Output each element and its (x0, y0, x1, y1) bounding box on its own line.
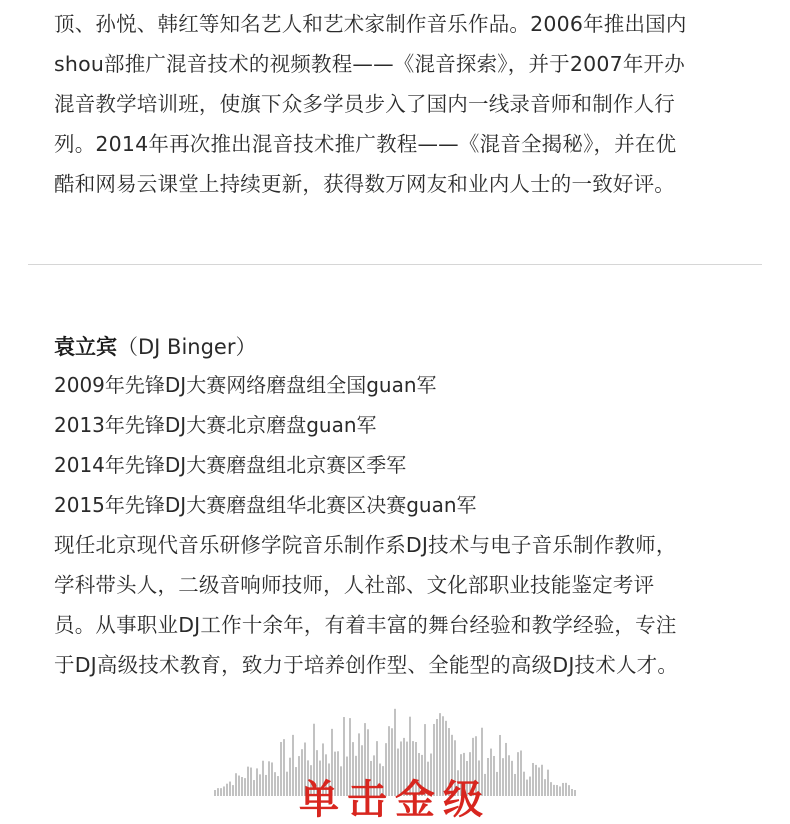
instructor-alias: （DJ Binger） (117, 335, 257, 359)
intro-line: 顶、孙悦、韩红等知名艺人和艺术家制作音乐作品。2006年推出国内 (54, 12, 687, 36)
award-item: 2014年先锋DJ大赛磨盘组北京赛区季军 (54, 453, 407, 477)
intro-line: 混音教学培训班，使旗下众多学员步入了国内一线录音师和制作人行 (54, 92, 675, 116)
intro-line: 酷和网易云课堂上持续更新，获得数万网友和业内人士的一致好评。 (54, 172, 675, 196)
instructor-name: 袁立宾 (54, 335, 117, 359)
bio-line: 于DJ高级技术教育，致力于培养创作型、全能型的高级DJ技术人才。 (54, 653, 679, 677)
award-item: 2009年先锋DJ大赛网络磨盘组全国guan军 (54, 373, 437, 397)
bio-line: 学科带头人，二级音响师技师，人社部、文化部职业技能鉴定考评 (54, 573, 655, 597)
intro-paragraph (54, 4, 744, 204)
award-item: 2015年先锋DJ大赛磨盘组华北赛区决赛guan军 (54, 493, 477, 517)
bio-line: 现任北京现代音乐研修学院音乐制作系DJ技术与电子音乐制作教师， (54, 533, 677, 557)
instructor-heading (54, 328, 256, 366)
intro-line: shou部推广混音技术的视频教程——《混音探索》，并于2007年开办 (54, 52, 685, 76)
bio-line: 员。从事职业DJ工作十余年，有着丰富的舞台经验和教学经验，专注 (54, 613, 677, 637)
awards-list (54, 365, 477, 525)
section-divider (28, 264, 762, 265)
intro-line: 列。2014年再次推出混音技术推广教程——《混音全揭秘》，并在优 (54, 132, 677, 156)
award-item: 2013年先锋DJ大赛北京磨盘guan军 (54, 413, 377, 437)
instructor-bio (54, 525, 744, 685)
next-section-title: 单击金级 (299, 777, 491, 823)
